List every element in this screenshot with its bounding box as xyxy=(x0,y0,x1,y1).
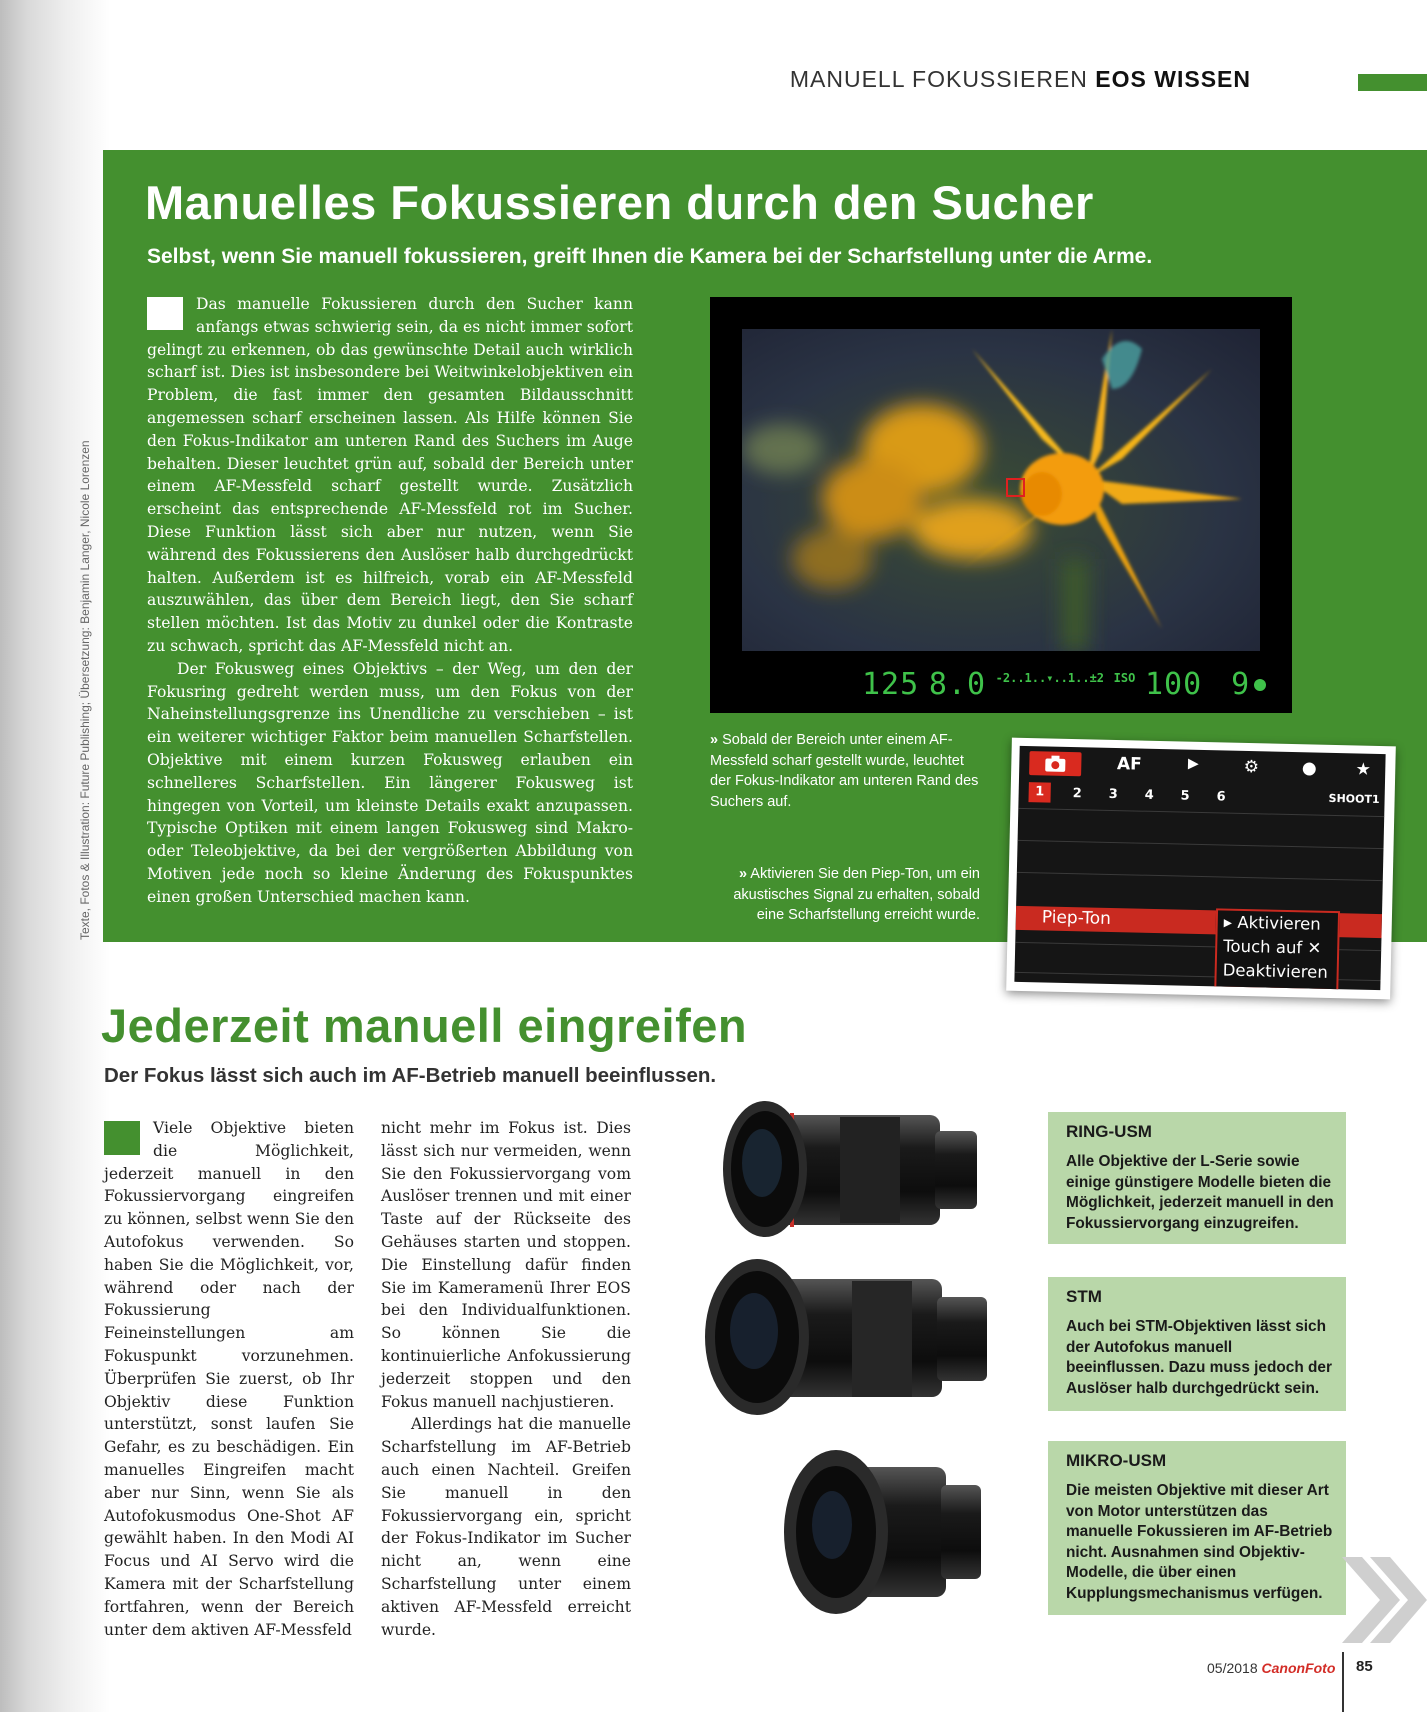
chevron-right-icon: » xyxy=(710,732,719,748)
info-box-text: Auch bei STM-Objektiven lässt sich der Autofokus manuell beeinflussen. Dazu muss jedoch der Auslöser halb durchgedrückt sein. xyxy=(1066,1318,1332,1397)
info-box-stm xyxy=(1048,1277,1346,1411)
header-section: MANUELL FOKUSSIEREN xyxy=(789,66,1088,92)
menu-page-number: 1 xyxy=(1028,782,1050,802)
article1-paragraph: Das manuelle Fokussieren durch den Sucher kann anfangs etwas schwierig sein, da es nicht immer sofort gelingt zu erkennen, ob das gewünschte Detail auch wirklich scharf ist. Dies ist insbesondere bei Weitwinkelobjektiven ein Problem, die fast immer den gesamten Bildausschnitt angemessen scharf erscheinen lassen. Als Hilfe können Sie den Fokus-Indikator am unteren Rand des Suchers im Auge behalten. Dieser leuchtet grün auf, sobald der Bereich unter einem AF-Messfeld scharf gestellt wurde. Zusätzlich erscheint das entsprechende AF-Messfeld rot im Sucher. Diese Funktion lässt sich aber nur nutzen, wenn Sie während des Fokussierens den Auslöser halb durchgedrückt halten. Außerdem ist es hilfreich, vorab ein AF-Messfeld auszuwählen, das über dem Bereich liegt, den Sie scharf stellen möchten. Ist das Motiv zu dunkel oder die Kontraste zu schwach, spricht das AF-Messfeld nicht an. xyxy=(147,295,633,655)
info-box-text: Die meisten Objektive mit dieser Art von Motor unterstützen das manuelle Fokussieren im AF-Betrieb nicht. Ausnahmen sind Objektiv-Modelle, die über einen Kupplungsmechanismus verfügen. xyxy=(1066,1482,1333,1602)
focus-confirm-dot-icon xyxy=(1254,679,1266,691)
caption-text: Aktivieren Sie den Piep-Ton, um ein akustisches Signal zu erhalten, sobald eine Scharfstellung erreicht wurde. xyxy=(733,866,980,923)
article2-paragraph: Viele Objektive bieten die Möglichkeit, jederzeit manuell in den Fokussiervorgang eingreifen zu können, selbst wenn Sie den Autofokus verwenden. So haben Sie die Möglichkeit, vor, während oder nach der Fokussierung Feineinstellungen am Fokuspunkt vorzunehmen. Überprüfen Sie zuerst, ob Ihr Objektiv diese Funktion unterstützt, sonst laufen Sie Gefahr, es zu beschädigen. Ein manuelles Eingreifen macht aber nur Sinn, wenn Sie als Autofokusmodus One-Shot AF gewählt haben. In den Modi AI Focus und AI Servo wird die Kamera mit der Scharfstellung fortfahren, wenn der Bereich unter dem aktiven AF-Messfeld xyxy=(104,1119,354,1639)
article2-column2 xyxy=(381,1117,631,1641)
running-header xyxy=(790,66,1251,93)
menu-option-label: Aktivieren xyxy=(1237,912,1321,934)
header-section-bold: EOS WISSEN xyxy=(1095,66,1251,92)
menu-tab-custom-icon: ● xyxy=(1301,758,1317,779)
menu-options-popup xyxy=(1214,908,1340,990)
info-box-title: STM xyxy=(1066,1287,1102,1306)
menu-page-number: 4 xyxy=(1144,787,1154,803)
menu-tab-star-icon: ★ xyxy=(1355,759,1372,780)
vf-iso: 100 xyxy=(1145,667,1203,702)
vf-shots: 9 xyxy=(1231,667,1251,702)
page-spine-shadow xyxy=(0,0,110,1712)
menu-divider xyxy=(1017,872,1383,881)
camera-menu-screenshot xyxy=(1006,738,1396,1000)
menu-option-label: Touch auf xyxy=(1223,936,1303,958)
menu-tab-play-icon: ▶ xyxy=(1187,755,1199,772)
menu-tab-tool-icon: ⚙ xyxy=(1243,756,1260,778)
article2-title: Jederzeit manuell eingreifen xyxy=(101,999,748,1052)
vf-aperture: 8.0 xyxy=(928,667,987,702)
article1-title: Manuelles Fokussieren durch den Sucher xyxy=(145,176,1094,229)
menu-item-beep: Piep-Ton xyxy=(1041,907,1112,929)
caption-menu xyxy=(728,864,980,926)
camera-menu-display xyxy=(1014,746,1385,990)
menu-option-touch-off xyxy=(1223,937,1321,958)
menu-page-number: 3 xyxy=(1108,786,1118,803)
viewfinder-info-line xyxy=(862,667,1266,702)
page-number: 85 xyxy=(1356,1658,1373,1675)
footer-brand-logo: CanonFoto xyxy=(1261,1660,1336,1676)
caption-text: Sobald der Bereich unter einem AF-Messfeld scharf gestellt wurde, leuchtet der Fokus-Indikator am unteren Rand des Suchers auf. xyxy=(710,732,979,810)
camera-tab-icon xyxy=(1029,751,1082,776)
menu-page-number: 2 xyxy=(1072,786,1082,802)
menu-tab-af: AF xyxy=(1116,754,1142,775)
daffodil-image xyxy=(742,329,1260,651)
article2-paragraph: nicht mehr im Fokus ist. Dies lässt sich nur vermeiden, wenn Sie den Fokussiervorgang vom Auslöser trennen und mit einer Taste auf der Rückseite des Gehäuses starten und stoppen. Die Einstellung dafür finden Sie im Kameramenü Ihrer EOS bei den Individualfunktionen. So können Sie die kontinuierliche Anfokussierung jederzeit stoppen und den Fokus manuell nachjustieren. xyxy=(381,1119,631,1411)
menu-tab-label: SHOOT1 xyxy=(1328,791,1380,807)
footer-issue xyxy=(1207,1660,1335,1676)
article1-paragraph: Der Fokusweg eines Objektivs – der Weg, um den der Fokusring gedreht werden muss, um den Fokus von der Naheinstellungsgrenze ins Unendliche zu verschieben – ist ein weiterer wichtiger Faktor beim manuellen Scharfstellen. Objektive mit einem kurzen Fokusweg erlauben ein schnelleres Scharfstellen. Ein längerer Fokusweg ist hingegen von Vorteil, um kleinste Details exakt anzupassen. Typische Optiken mit einem langen Fokusweg sind Makro- oder Teleobjektive, da bei der vergrößerten Abbildung von Motiven jede noch so kleine Änderung des Fokuspunktes einen großen Unterschied machen kann. xyxy=(147,659,633,906)
menu-option-disable: Deaktivieren xyxy=(1222,960,1329,982)
continue-chevron-icon xyxy=(1340,1555,1427,1645)
chevron-right-icon: » xyxy=(738,866,748,882)
info-box-title: MIKRO-USM xyxy=(1066,1451,1167,1470)
vf-shutter: 125 xyxy=(862,667,920,702)
info-box-title: RING-USM xyxy=(1066,1122,1152,1141)
info-box-mikro-usm xyxy=(1048,1441,1346,1615)
vf-iso-label: ISO xyxy=(1113,671,1136,685)
lens-micro-usm-image xyxy=(776,1445,996,1620)
menu-page-number: 6 xyxy=(1216,789,1226,805)
article2-column1 xyxy=(104,1117,354,1641)
menu-page-number: 5 xyxy=(1180,788,1190,804)
photo-credit: Texte, Fotos & Illustration: Future Publishing; Übersetzung: Benjamin Langer, Nicole Lorenzen xyxy=(78,440,92,940)
header-accent-bar xyxy=(1358,74,1427,91)
vf-exposure-scale: -2..1..▾..1..±2 xyxy=(995,671,1105,685)
info-box-text: Alle Objektive der L-Serie sowie einige günstigere Modelle bieten die Möglichkeit, jederzeit manuell in den Fokussiervorgang einzugreifen. xyxy=(1066,1153,1334,1232)
article1-subtitle: Selbst, wenn Sie manuell fokussieren, greift Ihnen die Kamera bei der Scharfstellung unter die Arme. xyxy=(147,245,1153,268)
footer-divider xyxy=(1342,1652,1344,1712)
caption-viewfinder xyxy=(710,730,980,812)
lens-stm-image xyxy=(702,1257,1002,1417)
viewfinder-photo xyxy=(710,297,1292,713)
initial-square xyxy=(147,297,183,330)
article1-body xyxy=(147,293,633,909)
info-box-ring-usm xyxy=(1048,1112,1346,1244)
article2-subtitle: Der Fokus lässt sich auch im AF-Betrieb manuell beeinflussen. xyxy=(104,1064,717,1087)
menu-divider xyxy=(1018,840,1384,849)
mute-icon: ✕ xyxy=(1307,938,1322,958)
initial-square xyxy=(104,1121,140,1155)
article2-paragraph: Allerdings hat die manuelle Scharfstellung im AF-Betrieb auch einen Nachteil. Greifen Sie manuell in den Fokussiervorgang ein, spricht der Fokus-Indikator im Sucher nicht an, wenn eine Scharfstellung unter einem aktiven AF-Messfeld erreicht wurde. xyxy=(381,1415,631,1639)
menu-option-enable: ▸ Aktivieren xyxy=(1223,912,1321,934)
lens-ring-usm-image xyxy=(720,1093,990,1243)
footer-issue-date: 05/2018 xyxy=(1207,1660,1258,1676)
